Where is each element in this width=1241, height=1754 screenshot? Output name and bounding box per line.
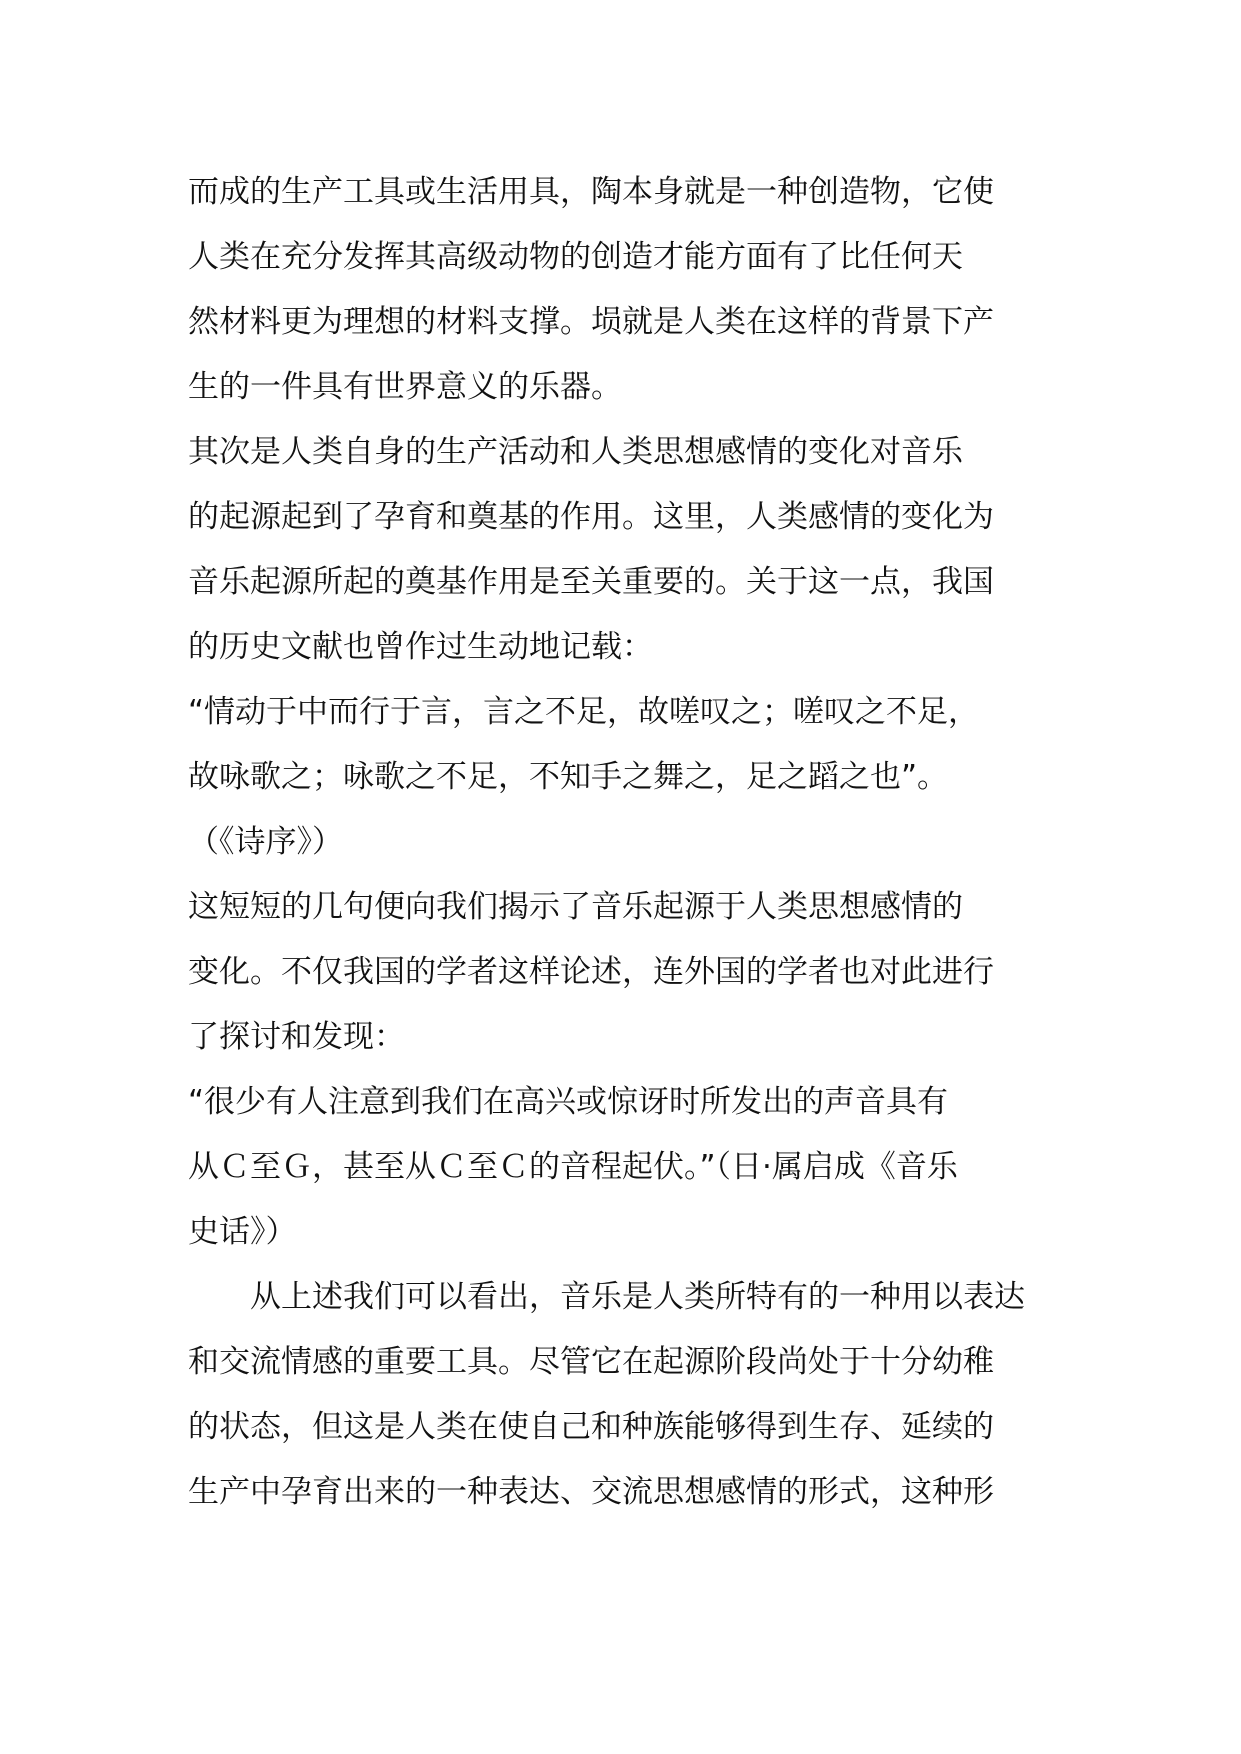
text-line: 这短短的几句便向我们揭示了音乐起源于人类思想感情的 [188,889,963,925]
citation-line: （《诗序》） [188,824,343,860]
text-line: 的起源起到了孕育和奠基的作用。这里，人类感情的变化为 [188,499,994,535]
citation-line: 史话》） [188,1214,297,1250]
text-line: 了探讨和发现： [188,1019,405,1055]
paragraph-line: 生产中孕育出来的一种表达、交流思想感情的形式，这种形 [188,1474,994,1510]
paragraph-line: 从上述我们可以看出，音乐是人类所特有的一种用以表达 [188,1279,1025,1315]
text-line: 生的一件具有世界意义的乐器。 [188,369,622,405]
quote-line: 故咏歌之；咏歌之不足，不知手之舞之，足之蹈之也”。 [188,759,949,795]
text-line: 其次是人类自身的生产活动和人类思想感情的变化对音乐 [188,434,963,470]
text-line: 而成的生产工具或生活用具，陶本身就是一种创造物，它使 [188,174,994,210]
text-line: 变化。不仅我国的学者这样论述，连外国的学者也对此进行 [188,954,994,990]
text-line: 人类在充分发挥其高级动物的创造才能方面有了比任何天 [188,239,963,275]
quote-line: 从Ｃ至Ｇ，甚至从Ｃ至Ｃ的音程起伏。”（日·属启成《音乐 [188,1149,958,1185]
text-line: 音乐起源所起的奠基作用是至关重要的。关于这一点，我国 [188,564,994,600]
paragraph-line: 的状态，但这是人类在使自己和种族能够得到生存、延续的 [188,1409,994,1445]
paragraph-line: 和交流情感的重要工具。尽管它在起源阶段尚处于十分幼稚 [188,1344,994,1380]
quote-line: “情动于中而行于言，言之不足，故嗟叹之；嗟叹之不足， [188,694,980,730]
body-text [188,160,1068,1525]
text-line: 的历史文献也曾作过生动地记载： [188,629,653,665]
quote-line: “很少有人注意到我们在高兴或惊讶时所发出的声音具有 [188,1084,949,1120]
text-line: 然材料更为理想的材料支撑。埙就是人类在这样的背景下产 [188,304,994,340]
